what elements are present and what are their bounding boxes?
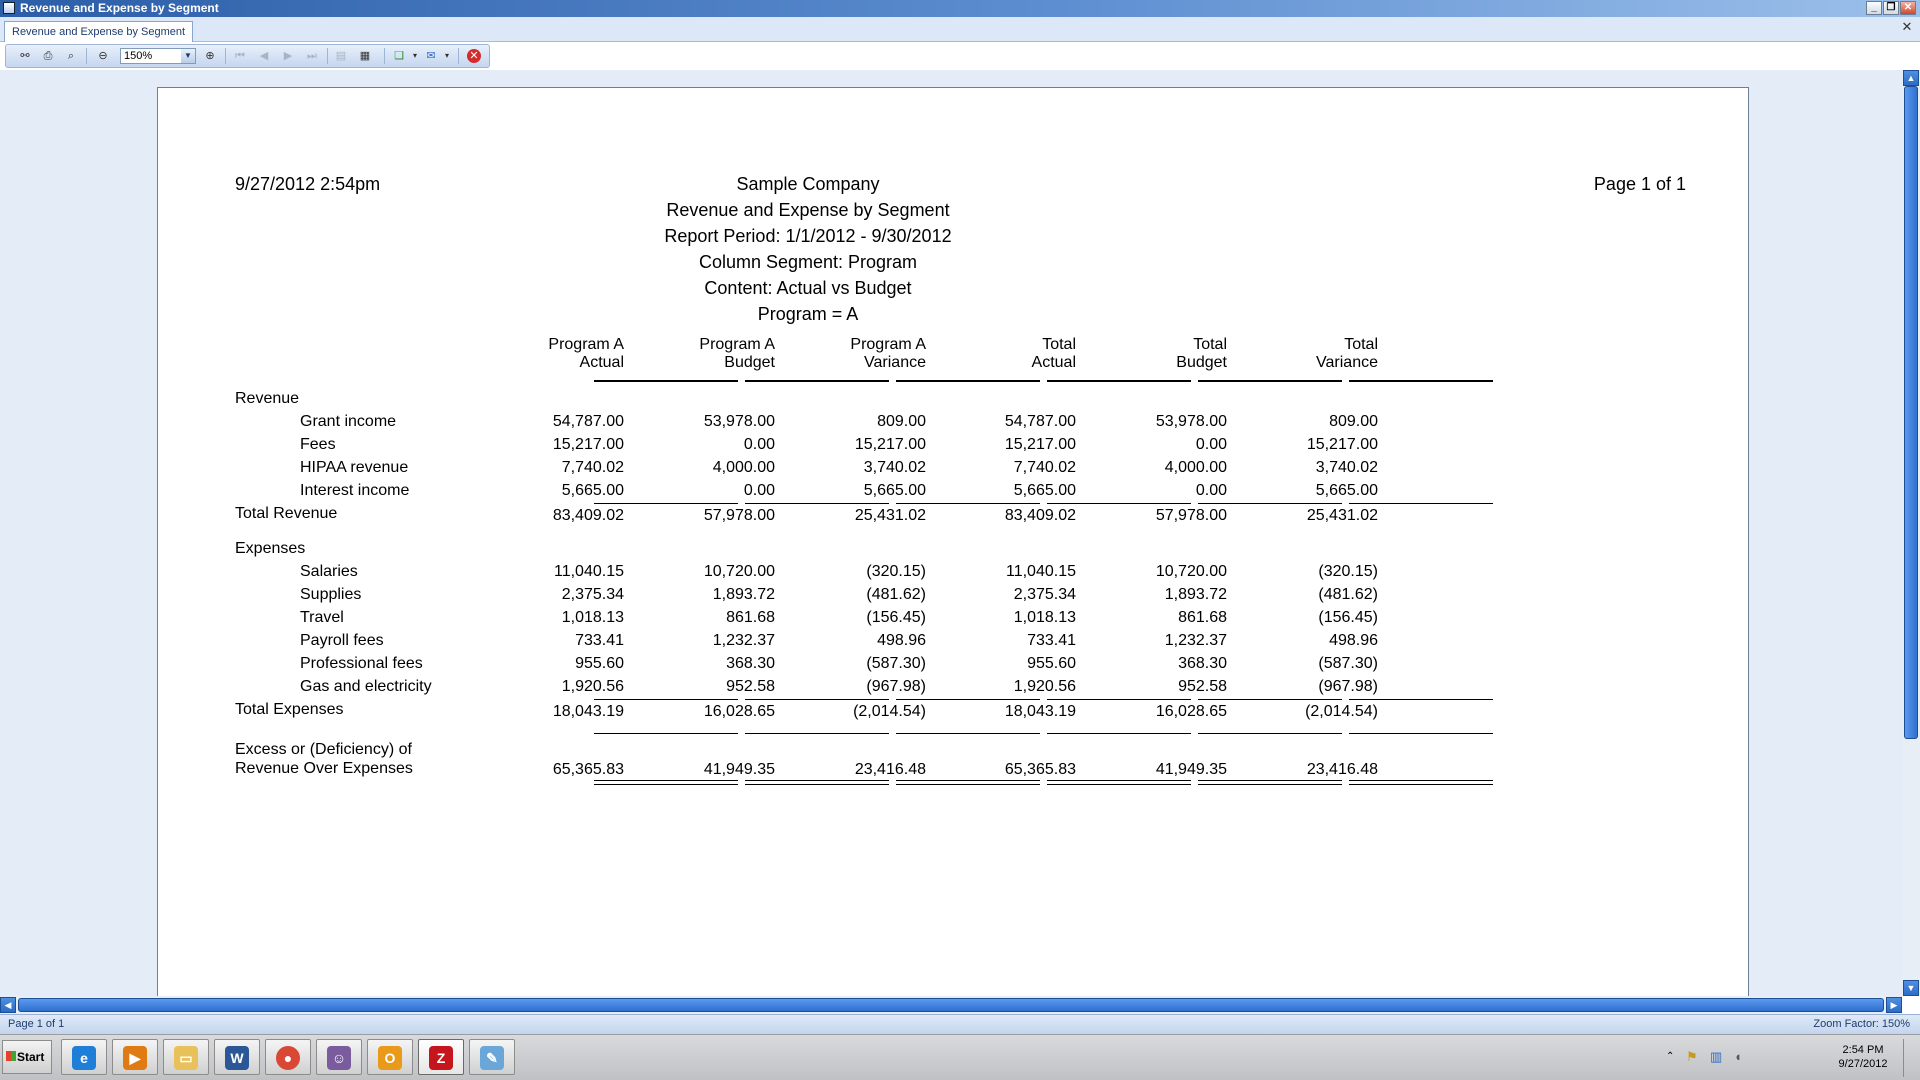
section-heading-revenue: Revenue (235, 390, 300, 407)
minimize-button[interactable]: _ (1866, 1, 1882, 15)
subtotal-rule (1198, 699, 1342, 700)
total-revenue-value: 25,431.02 (1306, 507, 1378, 524)
column-header-rule (594, 380, 738, 382)
subtotal-rule (1349, 699, 1493, 700)
section-rule (594, 733, 738, 734)
row-label: Grant income (300, 413, 397, 430)
prev-page-icon[interactable]: ◀ (259, 50, 269, 62)
subtotal-rule (1198, 503, 1342, 504)
row-value: 1,232.37 (1164, 632, 1227, 649)
zoom-select[interactable] (120, 48, 196, 64)
row-label: Interest income (300, 482, 410, 499)
row-value: 0.00 (1195, 482, 1227, 499)
scroll-right-arrow[interactable]: ▶ (1886, 997, 1902, 1013)
subtotal-rule (594, 503, 738, 504)
row-value: 955.60 (1027, 655, 1076, 672)
clock-date: 9/27/2012 (1838, 1058, 1888, 1070)
network-icon[interactable]: ▥ (1710, 1049, 1723, 1064)
report-column-segment: Column Segment: Program (698, 252, 918, 272)
column-header-line2: Actual (1031, 354, 1076, 371)
excess-value: 41,949.35 (1155, 761, 1227, 778)
row-label: Travel (300, 609, 344, 626)
section-rule (896, 733, 1040, 734)
row-value: 0.00 (743, 436, 775, 453)
outlook-icon: O (378, 1046, 402, 1070)
total-expenses-value: (2,014.54) (853, 703, 926, 720)
column-header-rule (1198, 380, 1342, 382)
double-underline (1198, 780, 1342, 785)
column-header-line2: Variance (864, 354, 926, 371)
row-label: Fees (300, 436, 336, 453)
subtotal-rule (745, 503, 889, 504)
row-value: 809.00 (1329, 413, 1378, 430)
excess-label-line2: Revenue Over Expenses (235, 760, 413, 777)
row-value: (587.30) (866, 655, 926, 672)
start-button[interactable] (2, 1040, 52, 1074)
row-value: 15,217.00 (854, 436, 926, 453)
row-value: 733.41 (575, 632, 624, 649)
total-expenses-value: 18,043.19 (552, 703, 624, 720)
row-value: 11,040.15 (554, 563, 624, 580)
report-toolbar (5, 44, 490, 68)
row-value: 952.58 (726, 678, 775, 695)
row-label: HIPAA revenue (300, 459, 409, 476)
taskbar-media-player[interactable] (112, 1039, 158, 1075)
subtotal-rule (745, 699, 889, 700)
subtotal-rule (896, 503, 1040, 504)
excess-value: 65,365.83 (552, 761, 624, 778)
search-icon[interactable]: ⌕ (67, 50, 75, 62)
row-value: 0.00 (1195, 436, 1227, 453)
close-window-button[interactable]: ✕ (1900, 1, 1916, 15)
section-heading-expenses: Expenses (235, 540, 306, 557)
row-value: 2,375.34 (1013, 586, 1076, 603)
total-expenses-value: 16,028.65 (1155, 703, 1227, 720)
row-value: (481.62) (866, 586, 926, 603)
taskbar-clock[interactable] (1828, 1043, 1898, 1071)
next-page-icon[interactable]: ▶ (283, 50, 293, 62)
chrome-icon: ● (276, 1046, 300, 1070)
row-value: 15,217.00 (552, 436, 624, 453)
row-value: 15,217.00 (1004, 436, 1076, 453)
scroll-up-arrow[interactable]: ▲ (1903, 70, 1919, 86)
row-label: Gas and electricity (300, 678, 432, 695)
toolbar-separator (86, 48, 87, 64)
taskbar-outlook[interactable] (367, 1039, 413, 1075)
row-value: 54,787.00 (1004, 413, 1076, 430)
taskbar-chrome[interactable] (265, 1039, 311, 1075)
row-value: (320.15) (866, 563, 926, 580)
row-value: 3,740.02 (863, 459, 926, 476)
page-setup-icon[interactable]: ▤ (335, 50, 347, 62)
column-header-rule (1349, 380, 1493, 382)
row-value: 5,665.00 (1013, 482, 1076, 499)
report-program-filter: Program = A (757, 304, 859, 324)
report-content: Content: Actual vs Budget (704, 278, 912, 298)
folder-icon: ▭ (174, 1046, 198, 1070)
taskbar-internet-explorer[interactable] (61, 1039, 107, 1075)
row-value: 5,665.00 (561, 482, 624, 499)
total-expenses-value: 18,043.19 (1004, 703, 1076, 720)
row-value: (967.98) (1318, 678, 1378, 695)
column-header-line1: Total (1193, 336, 1227, 353)
subtotal-rule (1047, 699, 1191, 700)
vertical-scroll-thumb[interactable] (1904, 86, 1918, 739)
word-icon: W (225, 1046, 249, 1070)
row-value: 733.41 (1027, 632, 1076, 649)
print-icon[interactable]: ⎙ (43, 50, 53, 62)
start-label: Start (17, 1050, 45, 1064)
column-header-rule (745, 380, 889, 382)
last-page-icon[interactable]: ⏭ (307, 50, 317, 62)
toolbar-row (0, 42, 1920, 70)
internet-explorer-icon: e (72, 1046, 96, 1070)
column-header-line1: Program A (850, 336, 926, 353)
column-header-line2: Budget (1176, 354, 1227, 371)
double-underline (1047, 780, 1191, 785)
row-value: 10,720.00 (703, 563, 775, 580)
paint-icon: ✎ (480, 1046, 504, 1070)
horizontal-scrollbar[interactable] (0, 996, 1902, 1014)
report-period: Report Period: 1/1/2012 - 9/30/2012 (664, 226, 952, 246)
report-datetime: 9/27/2012 2:54pm (235, 174, 381, 194)
excess-value: 65,365.83 (1004, 761, 1076, 778)
total-revenue-value: 83,409.02 (1004, 507, 1076, 524)
window-title-bar (0, 0, 1920, 17)
taskbar (0, 1034, 1920, 1080)
zoom-in-icon[interactable]: ⊕ (205, 50, 215, 62)
toolbar-separator (225, 48, 226, 64)
excess-value: 23,416.48 (854, 761, 926, 778)
row-label: Payroll fees (300, 632, 384, 649)
tray-expand-icon[interactable]: ⌃ (1666, 1051, 1675, 1062)
row-value: 11,040.15 (1006, 563, 1076, 580)
row-value: 3,740.02 (1315, 459, 1378, 476)
report-page (157, 87, 1749, 1017)
section-rule (1198, 733, 1342, 734)
scroll-left-arrow[interactable]: ◀ (0, 997, 16, 1013)
status-zoom: Zoom Factor: 150% (1813, 1018, 1910, 1030)
filezilla-icon: Z (429, 1046, 453, 1070)
report-company: Sample Company (736, 174, 880, 194)
total-expenses-value: (2,014.54) (1305, 703, 1378, 720)
volume-icon[interactable]: ◖ (1734, 1049, 1742, 1064)
column-header-line1: Program A (548, 336, 624, 353)
status-bar (0, 1014, 1920, 1034)
pidgin-icon: ☺ (327, 1046, 351, 1070)
window-title: Revenue and Expense by Segment (20, 1, 219, 15)
close-report-icon[interactable]: ✕ (467, 49, 481, 63)
row-value: 10,720.00 (1155, 563, 1227, 580)
subtotal-rule (1047, 503, 1191, 504)
row-value: 1,018.13 (561, 609, 624, 626)
horizontal-scroll-thumb[interactable] (18, 998, 1884, 1012)
double-underline (1349, 780, 1493, 785)
row-value: 498.96 (1329, 632, 1378, 649)
row-value: 498.96 (877, 632, 926, 649)
row-value: 952.58 (1178, 678, 1227, 695)
section-rule (1047, 733, 1191, 734)
row-value: (967.98) (866, 678, 926, 695)
status-page: Page 1 of 1 (8, 1018, 65, 1030)
taskbar-paint[interactable] (469, 1039, 515, 1075)
row-value: 7,740.02 (1013, 459, 1076, 476)
row-value: 1,893.72 (1164, 586, 1227, 603)
row-value: 54,787.00 (552, 413, 624, 430)
total-revenue-value: 83,409.02 (552, 507, 624, 524)
row-value: (156.45) (1318, 609, 1378, 626)
binoculars-icon[interactable]: ⚯ (20, 50, 30, 62)
zoom-value: 150% (124, 50, 153, 62)
toolbar-separator (458, 48, 459, 64)
row-value: 368.30 (726, 655, 775, 672)
copy-icon[interactable]: ❏ (394, 50, 404, 62)
scroll-down-arrow[interactable]: ▼ (1903, 980, 1919, 996)
column-header-line2: Budget (724, 354, 775, 371)
row-value: (587.30) (1318, 655, 1378, 672)
zoom-out-icon[interactable]: ⊖ (98, 50, 108, 62)
column-header-line2: Actual (579, 354, 624, 371)
double-underline (594, 780, 738, 785)
chevron-down-icon[interactable]: ▼ (181, 49, 195, 63)
row-value: 5,665.00 (1315, 482, 1378, 499)
row-value: 53,978.00 (703, 413, 775, 430)
email-dropdown-icon[interactable]: ▾ (444, 51, 449, 60)
row-label: Professional fees (300, 655, 423, 672)
double-underline (745, 780, 889, 785)
taskbar-file-explorer[interactable] (163, 1039, 209, 1075)
row-value: 1,018.13 (1013, 609, 1076, 626)
report-page-number: Page 1 of 1 (1593, 174, 1686, 194)
row-value: 0.00 (743, 482, 775, 499)
document-tab-strip (0, 17, 1920, 42)
column-header-rule (896, 380, 1040, 382)
double-underline (896, 780, 1040, 785)
row-value: 955.60 (575, 655, 624, 672)
restore-button[interactable]: ❐ (1883, 1, 1899, 15)
column-header-line2: Variance (1316, 354, 1378, 371)
toolbar-separator (327, 48, 328, 64)
row-label: Supplies (300, 586, 362, 603)
row-label: Salaries (300, 563, 358, 580)
row-value: 1,893.72 (712, 586, 775, 603)
report-viewer (0, 70, 1902, 996)
subtotal-rule (594, 699, 738, 700)
copy-dropdown-icon[interactable]: ▾ (412, 51, 417, 60)
row-value: 4,000.00 (1164, 459, 1227, 476)
subtotal-rule (1349, 503, 1493, 504)
tab-revenue-expense[interactable]: Revenue and Expense by Segment (4, 21, 193, 42)
column-header-rule (1047, 380, 1191, 382)
total-revenue-value: 25,431.02 (854, 507, 926, 524)
column-header-line1: Program A (699, 336, 775, 353)
tab-close-icon[interactable]: ✕ (1901, 19, 1913, 34)
column-header-line1: Total (1344, 336, 1378, 353)
row-value: 1,920.56 (561, 678, 624, 695)
media-player-icon: ▶ (123, 1046, 147, 1070)
row-value: 4,000.00 (712, 459, 775, 476)
app-icon (3, 2, 15, 14)
row-value: 15,217.00 (1306, 436, 1378, 453)
action-center-icon[interactable]: ⚑ (1686, 1049, 1698, 1064)
excess-value: 41,949.35 (703, 761, 775, 778)
row-value: (481.62) (1318, 586, 1378, 603)
toolbar-separator (384, 48, 385, 64)
vertical-scrollbar[interactable] (1902, 70, 1920, 996)
row-value: 809.00 (877, 413, 926, 430)
excess-label-line1: Excess or (Deficiency) of (235, 741, 412, 758)
row-value: 368.30 (1178, 655, 1227, 672)
excess-value: 23,416.48 (1306, 761, 1378, 778)
taskbar-pidgin[interactable] (316, 1039, 362, 1075)
section-rule (1349, 733, 1493, 734)
taskbar-word[interactable] (214, 1039, 260, 1075)
windows-flag-icon (6, 1051, 16, 1061)
row-value: 861.68 (726, 609, 775, 626)
row-value: (320.15) (1318, 563, 1378, 580)
total-revenue-value: 57,978.00 (703, 507, 775, 524)
export-icon[interactable]: ▦ (359, 50, 371, 62)
row-value: 2,375.34 (561, 586, 624, 603)
total-expenses-value: 16,028.65 (703, 703, 775, 720)
subtotal-rule (896, 699, 1040, 700)
clock-time: 2:54 PM (1842, 1044, 1884, 1056)
total-expenses-label: Total Expenses (235, 701, 344, 718)
total-revenue-label: Total Revenue (235, 505, 338, 522)
row-value: 1,920.56 (1013, 678, 1076, 695)
email-icon[interactable]: ✉ (426, 50, 436, 62)
first-page-icon[interactable]: ⏮ (235, 50, 245, 62)
row-value: 7,740.02 (561, 459, 624, 476)
taskbar-filezilla[interactable] (418, 1039, 464, 1075)
row-value: 861.68 (1178, 609, 1227, 626)
section-rule (745, 733, 889, 734)
total-revenue-value: 57,978.00 (1155, 507, 1227, 524)
row-value: (156.45) (866, 609, 926, 626)
row-value: 53,978.00 (1155, 413, 1227, 430)
show-desktop-button[interactable] (1903, 1039, 1920, 1077)
report-title: Revenue and Expense by Segment (666, 200, 950, 220)
row-value: 5,665.00 (863, 482, 926, 499)
column-header-line1: Total (1042, 336, 1076, 353)
row-value: 1,232.37 (712, 632, 775, 649)
